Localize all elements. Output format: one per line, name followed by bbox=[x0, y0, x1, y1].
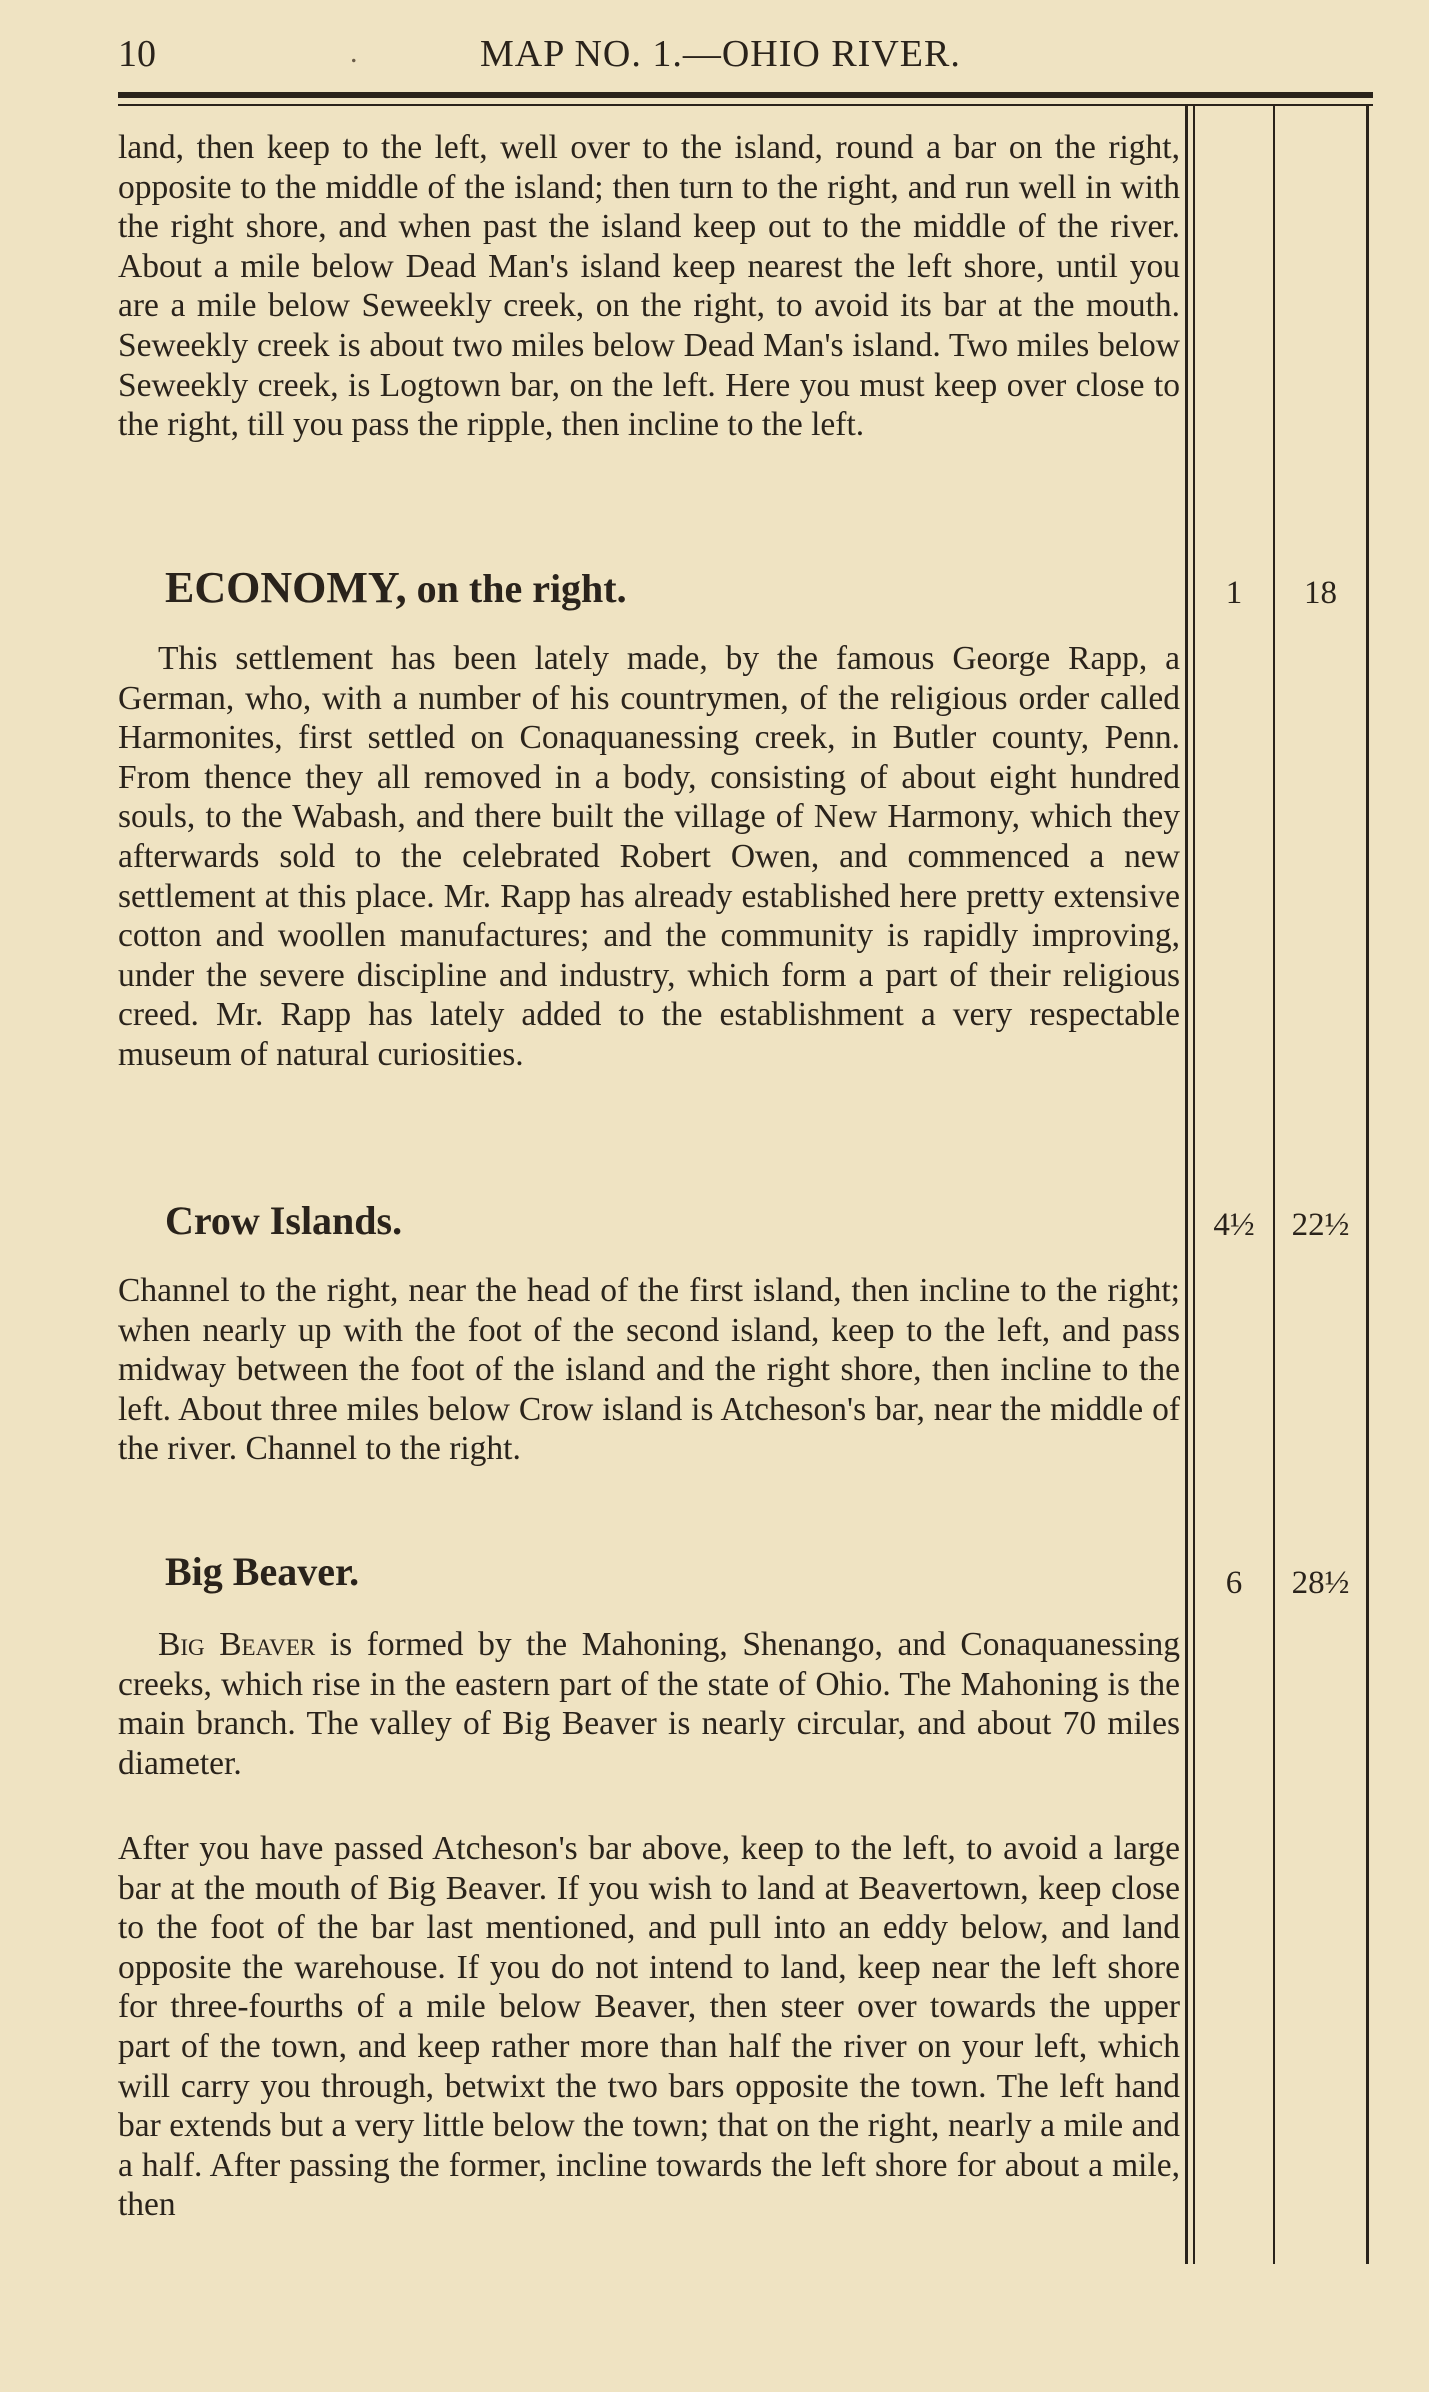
distance-crow-islands: 4½ bbox=[1213, 1207, 1255, 1243]
section-title-big-beaver: Big Beaver. bbox=[165, 1549, 360, 1594]
crow-islands-paragraph: Channel to the right, near the head of the first island, then incline to the right; when nearly up with the foot of the second island, keep to the left, and pass midway between the foot of the island and the right shore, then incline to the left. About three miles below Crow island is Atcheson's bar, near the middle of the river. Channel to the right. bbox=[118, 1272, 1180, 1468]
total-distance-big-beaver: 28½ bbox=[1291, 1565, 1350, 1601]
section-title-suffix: on the right. bbox=[406, 566, 627, 611]
total-distance-economy: 18 bbox=[1304, 575, 1337, 611]
column-divider-1 bbox=[1185, 104, 1188, 2264]
section-title-economy bbox=[165, 562, 627, 613]
header-dot: . bbox=[350, 36, 358, 69]
section-title-main: ECONOMY, bbox=[165, 563, 407, 612]
big-beaver-paragraph-1 bbox=[118, 1625, 1180, 1783]
distance-big-beaver: 6 bbox=[1225, 1565, 1243, 1601]
page-number: 10 bbox=[118, 33, 156, 75]
header-rule-thick bbox=[118, 92, 1373, 98]
running-head: MAP NO. 1.—OHIO RIVER. bbox=[480, 33, 961, 75]
section-title-crow-islands: Crow Islands. bbox=[165, 1198, 403, 1243]
column-divider-4 bbox=[1366, 104, 1369, 2264]
economy-paragraph: This settlement has been lately made, by the famous George Rapp, a German, who, with a number of his countrymen, of the religious order called Harmonites, first settled on Conaquanessing creek, in Butler county, Penn. From thence they all removed in a body, consisting of about eight hundred souls, to the Wabash, and there built the village of New Harmony, which they afterwards sold to the celebrated Robert Owen, and commenced a new settlement at this place. Mr. Rapp has already established here pretty extensive cotton and woollen manufactures; and the community is rapidly improving, under the severe discipline and industry, which form a part of their religious creed. Mr. Rapp has lately added to the establishment a very respectable museum of natural curiosities. bbox=[118, 640, 1180, 1073]
distance-economy: 1 bbox=[1225, 575, 1243, 611]
big-beaver-lead-in: Big Beaver bbox=[158, 1626, 316, 1663]
page-header bbox=[0, 22, 1429, 82]
total-distance-crow-islands: 22½ bbox=[1291, 1207, 1350, 1243]
column-divider-3 bbox=[1273, 104, 1275, 2264]
big-beaver-paragraph-2: After you have passed Atcheson's bar above, keep to the left, to avoid a large bar at the mouth of Big Beaver. If you wish to land at Beavertown, keep close to the foot of the bar last mentioned, and pull into an eddy below, and land opposite the warehouse. If you do not intend to land, keep near the left shore for three-fourths of a mile below Beaver, then steer over towards the upper part of the town, and keep rather more than half the river on your left, which will carry you through, betwixt the two bars opposite the town. The left hand bar extends but a very little below the town; that on the right, nearly a mile and a half. After passing the former, incline towards the left shore for about a mile, then bbox=[118, 1830, 1180, 2224]
intro-paragraph: land, then keep to the left, well over to the island, round a bar on the right, opposite to the middle of the island; then turn to the right, and run well in with the right shore, and when past the island keep out to the middle of the river. About a mile below Dead Man's island keep nearest the left shore, until you are a mile below Seweekly creek, on the right, to avoid its bar at the mouth. Seweekly creek is about two miles below Dead Man's island. Two miles below Seweekly creek, is Logtown bar, on the left. Here you must keep over close to the right, till you pass the ripple, then incline to the left. bbox=[118, 129, 1180, 444]
big-beaver-paragraph-1-text: is formed by the Mahoning, Shenango, and Conaquanessing creeks, which rise in the eastern part of the state of Ohio. The Mahoning is the main branch. The valley of Big Beaver is nearly circular, and about 70 miles diameter. bbox=[118, 1626, 1180, 1782]
column-divider-2 bbox=[1193, 104, 1195, 2264]
